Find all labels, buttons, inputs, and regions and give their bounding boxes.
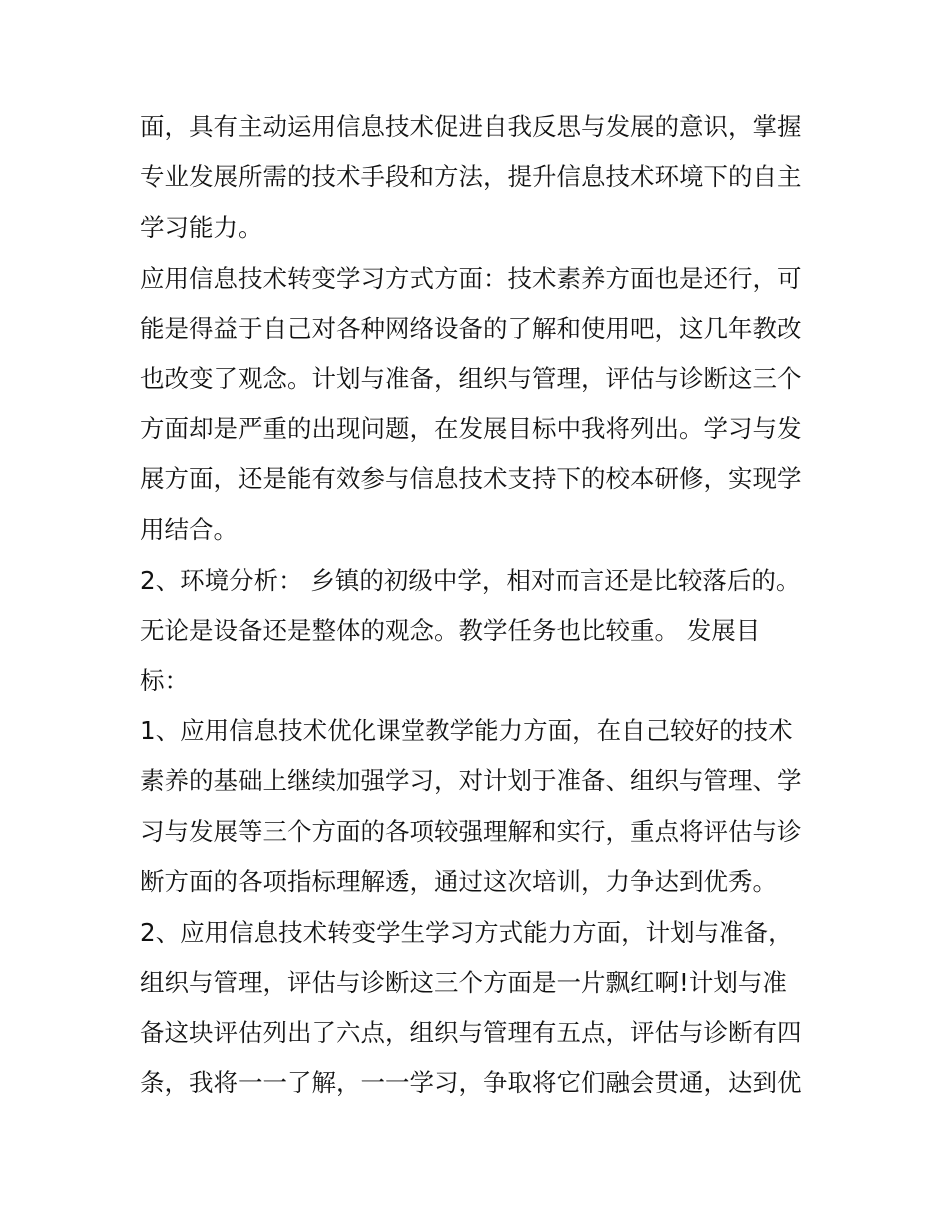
text-line: 应用信息技术转变学习方式方面：技术素养方面也是还行，可	[140, 264, 802, 293]
text-line: 面，具有主动运用信息技术促进自我反思与发展的意识，掌握	[140, 112, 802, 141]
text-line: 学习能力。	[140, 213, 263, 242]
text-line: 素养的基础上继续加强学习，对计划于准备、组织与管理、学	[140, 766, 802, 795]
text-line: 方面却是严重的出现问题，在发展目标中我将列出。学习与发	[140, 414, 802, 443]
text-line: 用结合。	[140, 515, 238, 544]
text-line: 习与发展等三个方面的各项较强理解和实行，重点将评估与诊	[140, 817, 802, 846]
text-line: 2、应用信息技术转变学生学习方式能力方面，计划与准备，	[140, 918, 793, 947]
text-line: 断方面的各项指标理解透，通过这次培训，力争达到优秀。	[140, 867, 777, 896]
text-line: 展方面，还是能有效参与信息技术支持下的校本研修，实现学	[140, 464, 802, 493]
text-line: 专业发展所需的技术手段和方法，提升信息技术环境下的自主	[140, 162, 802, 191]
text-line: 标：	[140, 666, 189, 695]
text-line: 备这块评估列出了六点，组织与管理有五点，评估与诊断有四	[140, 1018, 802, 1047]
text-line: 2、环境分析： 乡镇的初级中学，相对而言还是比较落后的。	[140, 566, 801, 595]
text-line: 也改变了观念。计划与准备，组织与管理，评估与诊断这三个	[140, 364, 802, 393]
text-line: 能是得益于自己对各种网络设备的了解和使用吧，这几年教改	[140, 314, 802, 343]
text-line: 条，我将一一了解，一一学习，争取将它们融会贯通，达到优	[140, 1068, 802, 1097]
text-line: 无论是设备还是整体的观念。教学任务也比较重。 发展目	[140, 616, 761, 645]
text-line: 1、应用信息技术优化课堂教学能力方面，在自己较好的技术	[140, 716, 793, 745]
text-line: 组织与管理，评估与诊断这三个方面是一片飘红啊!计划与准	[140, 968, 787, 997]
